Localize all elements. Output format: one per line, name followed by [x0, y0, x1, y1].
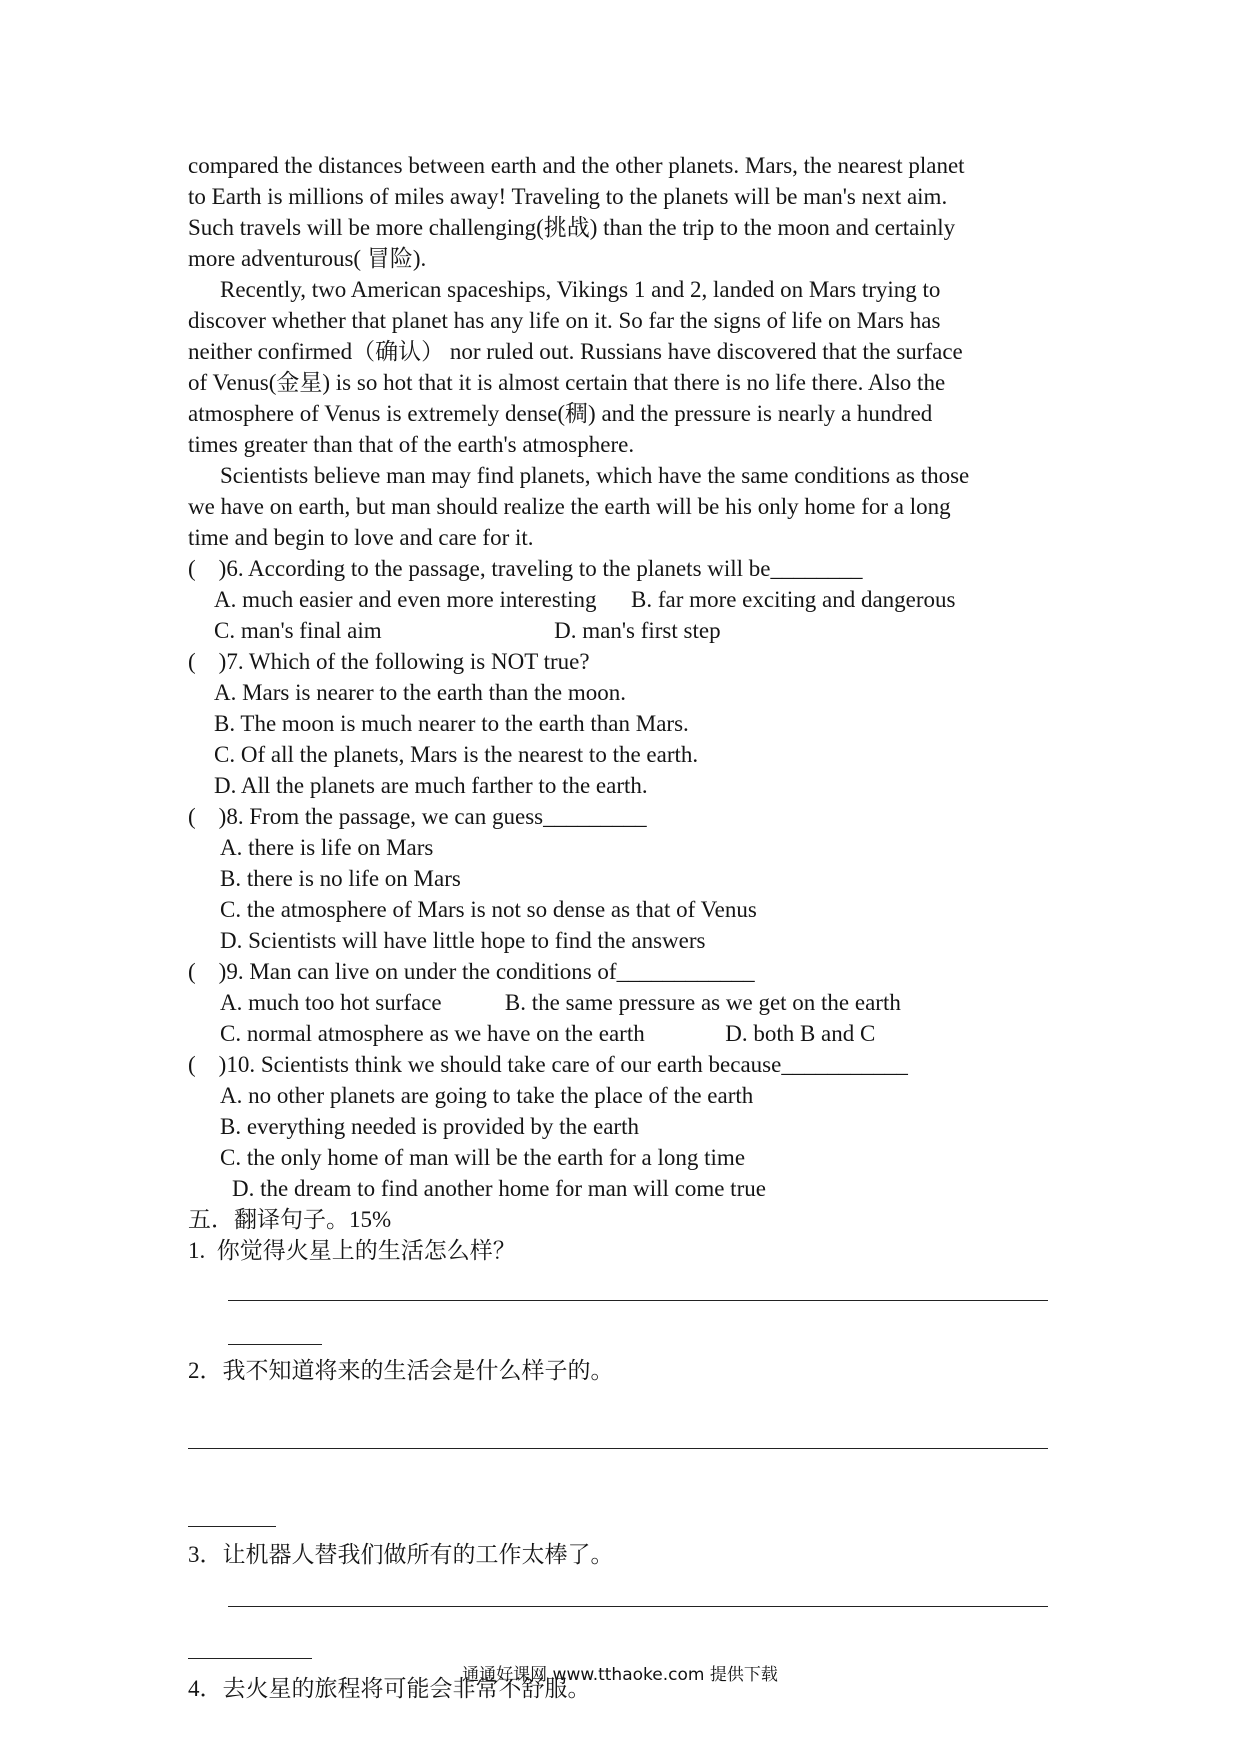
passage-line: times greater than that of the earth's atmosphere. — [188, 432, 635, 457]
passage-line: Recently, two American spaceships, Vikings 1 and 2, landed on Mars trying to — [220, 277, 941, 302]
answer-line — [228, 1606, 1048, 1607]
answer-area-1[interactable] — [188, 1300, 1068, 1340]
question-option-b: B. there is no life on Mars — [220, 866, 461, 891]
passage-line: Such travels will be more challenging(挑战) than the trip to the moon and certainly — [188, 215, 956, 240]
answer-line — [228, 1300, 1048, 1301]
question-option-c: C. Of all the planets, Mars is the nearest to the earth. — [214, 742, 699, 767]
passage-paragraph-1 — [188, 150, 1068, 274]
passage-line: time and begin to love and care for it. — [188, 525, 534, 550]
question-stem: ( )7. Which of the following is NOT true? — [188, 649, 590, 674]
passage-line: of Venus(金星) is so hot that it is almost certain that there is no life there. Also the — [188, 370, 946, 395]
question-9 — [188, 956, 1068, 1049]
translation-item-4: 4．去火星的旅程将可能会非常不舒服。 — [188, 1676, 591, 1701]
question-option-c: C. the only home of man will be the earth for a long time — [220, 1145, 746, 1170]
answer-area-3[interactable] — [188, 1606, 1068, 1650]
question-option-b: B. The moon is much nearer to the earth than Mars. — [214, 711, 689, 736]
question-7 — [188, 646, 1068, 801]
page-footer: 通通好课网 www.tthaoke.com 提供下载 — [462, 1665, 778, 1685]
passage-line: to Earth is millions of miles away! Traveling to the planets will be man's next aim. — [188, 184, 948, 209]
question-option-c: C. the atmosphere of Mars is not so dense as that of Venus — [220, 897, 757, 922]
question-option-a: A. there is life on Mars — [220, 835, 434, 860]
question-stem: ( )10. Scientists think we should take care of our earth because___________ — [188, 1052, 908, 1077]
translation-item-1: 1. 你觉得火星上的生活怎么样？ — [188, 1238, 516, 1263]
question-options-row: A. much easier and even more interesting B. far more exciting and dangerous — [214, 587, 956, 612]
answer-area-2[interactable] — [188, 1448, 1068, 1518]
passage-line: we have on earth, but man should realize the earth will be his only home for a long — [188, 494, 951, 519]
translation-section — [188, 1204, 1068, 1704]
passage-paragraph-2 — [188, 274, 1068, 460]
question-option-a: A. no other planets are going to take the place of the earth — [220, 1083, 754, 1108]
question-8 — [188, 801, 1068, 956]
question-10 — [188, 1049, 1068, 1204]
translation-item-2: 2．我不知道将来的生活会是什么样子的。 — [188, 1358, 614, 1383]
question-option-b: B. everything needed is provided by the earth — [220, 1114, 639, 1139]
passage-line: more adventurous( 冒险). — [188, 246, 427, 271]
passage-line: neither confirmed（确认） nor ruled out. Russians have discovered that the surface — [188, 339, 963, 364]
passage-line: Scientists believe man may find planets, which have the same conditions as those — [220, 463, 970, 488]
question-6 — [188, 553, 1068, 646]
passage-line: discover whether that planet has any life on it. So far the signs of life on Mars has — [188, 308, 941, 333]
answer-line — [188, 1448, 1048, 1449]
question-options-row: C. man's final aim D. man's first step — [214, 618, 721, 643]
answer-line-continuation — [228, 1344, 322, 1345]
answer-line-continuation — [188, 1658, 312, 1659]
passage-paragraph-3 — [188, 460, 1068, 553]
question-stem: ( )6. According to the passage, traveling to the planets will be________ — [188, 556, 863, 581]
section-title: 五．翻译句子。15% — [188, 1207, 392, 1232]
question-stem: ( )9. Man can live on under the conditions of____________ — [188, 959, 755, 984]
question-option-d: D. All the planets are much farther to the earth. — [214, 773, 648, 798]
passage-line: compared the distances between earth and the other planets. Mars, the nearest planet — [188, 153, 965, 178]
document-body — [188, 150, 1068, 1704]
question-option-d: D. Scientists will have little hope to find the answers — [220, 928, 706, 953]
question-options-row: C. normal atmosphere as we have on the earth D. both B and C — [220, 1021, 876, 1046]
question-option-a: A. Mars is nearer to the earth than the moon. — [214, 680, 626, 705]
answer-line-continuation — [188, 1526, 276, 1527]
question-option-d: D. the dream to find another home for man will come true — [232, 1176, 766, 1201]
question-stem: ( )8. From the passage, we can guess_________ — [188, 804, 647, 829]
question-options-row: A. much too hot surface B. the same pressure as we get on the earth — [220, 990, 901, 1015]
translation-item-3: 3．让机器人替我们做所有的工作太棒了。 — [188, 1542, 614, 1567]
passage-line: atmosphere of Venus is extremely dense(稠) and the pressure is nearly a hundred — [188, 401, 933, 426]
